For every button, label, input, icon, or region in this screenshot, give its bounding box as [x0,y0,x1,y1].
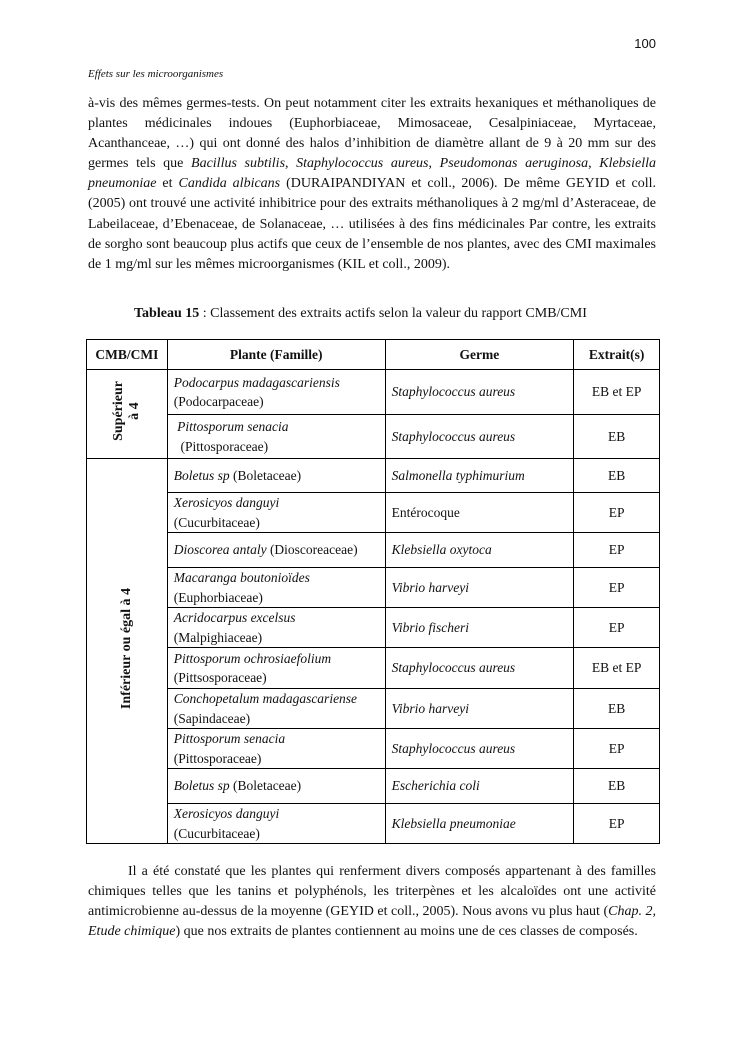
plant-family: (Cucurbitaceae) [173,825,260,841]
plant-name: Macaranga boutonioïdes [173,570,310,585]
germ-cell [385,608,574,648]
extract-cell: EP [574,533,660,568]
extract-cell: EB [574,459,660,493]
table-row [87,459,660,493]
intro-paragraph [88,94,656,275]
plant-family-cell [167,608,385,648]
germ-name: Staphylococcus aureus [391,660,516,676]
plant-family-cell [167,648,385,689]
results-table [86,339,660,844]
plant-family: (Pittsosporaceae) [173,670,267,685]
table-row [87,493,660,533]
plant-name: Dioscorea antaly [173,542,267,558]
germ-cell [385,370,574,415]
germ-cell [385,648,574,689]
germ-name: Vibrio harveyi [391,700,469,716]
plant-family: (Podocarpaceae) [173,394,264,409]
plant-family: (Euphorbiaceae) [173,589,263,605]
italic-text-run: Staphylococcus aureus [296,156,429,172]
table-row [87,689,660,729]
germ-name: Vibrio fischeri [391,619,469,635]
plant-family-cell [167,689,385,729]
text-run: ) que nos extraits de plantes contiennent au moins une de ces classes de composés. [175,924,638,940]
germ-name: Salmonella typhimurium [391,467,525,483]
germ-cell [385,568,574,608]
plant-family: (Pittosporaceae) [173,750,262,766]
plant-name: Boletus sp [173,467,230,483]
table-caption [134,306,587,322]
germ-cell [385,493,574,533]
header-germ: Germe [385,340,574,370]
germ-cell [385,459,574,493]
plant-family-cell [167,415,385,459]
table-caption-text: : Classement des extraits actifs selon la valeur du rapport CMB/CMI [199,306,587,321]
germ-cell [385,804,574,844]
plant-family: (Boletaceae) [229,778,302,794]
cmb-cmi-group-label: Inférieur ou égal à 4 [118,587,134,709]
plant-family-cell [167,769,385,804]
plant-family-cell [167,370,385,415]
header-extracts: Extrait(s) [574,340,660,370]
table-row [87,533,660,568]
germ-cell [385,769,574,804]
extract-cell: EB et EP [574,648,660,689]
italic-text-run: Pseudomonas aeruginosa [439,156,589,172]
extract-cell: EB [574,689,660,729]
closing-paragraph [88,862,656,942]
plant-name: Pittosporum senacia [173,731,286,746]
italic-text-run: Candida albicans [178,176,281,192]
plant-family: (Sapindaceae) [173,710,251,726]
table-row [87,568,660,608]
extract-cell: EP [574,608,660,648]
germ-name: Klebsiella pneumoniae [391,815,516,831]
plant-family: (Boletaceae) [229,467,302,483]
plant-name: Pittosporum ochrosiaefolium [173,650,332,666]
table-row [87,804,660,844]
extract-cell: EB et EP [574,370,660,415]
plant-name: Xerosicyos danguyi [173,495,280,510]
plant-name: Boletus sp [173,778,230,794]
plant-name: Podocarpus madagascariensis [173,374,340,390]
cmb-cmi-group-label: Supérieur à 4 [110,381,142,442]
plant-family: (Malpighiaceae) [173,629,263,645]
extract-cell: EP [574,568,660,608]
plant-family: (Dioscoreaceae) [266,542,358,558]
text-run: , [285,156,297,172]
page-number: 100 [634,36,656,51]
plant-family: (Pittosporaceae) [173,438,269,454]
running-head: Effets sur les microorganismes [88,68,224,80]
text-run: et [156,176,179,192]
germ-name: Klebsiella oxytoca [391,542,492,558]
extract-cell: EB [574,769,660,804]
table-body [87,370,660,844]
germ-cell [385,729,574,769]
table-header-row [87,340,660,370]
table-row [87,370,660,415]
plant-family-cell [167,533,385,568]
table-row [87,648,660,689]
extract-cell: EP [574,804,660,844]
table-row [87,608,660,648]
germ-cell [385,533,574,568]
plant-name: Conchopetalum madagascariense [173,691,358,706]
plant-family-cell [167,493,385,533]
text-run: à-vis des mêmes germes-tests. On peut notamment citer les extraits hexaniques et méthanoliques de plantes médicinales indoues (Euphorbiaceae, Mimosaceae, Cesalpiniaceae, Myrtaceae, Acanthanceae, …) qui ont donné des halos d’inhibition de diamètre allant de 9 à 20 mm sur des germes tels que [88,96,656,172]
italic-text-run: Chap. 2, Etude chimique [88,904,657,940]
plant-family-cell [167,459,385,493]
table-caption-label: Tableau 15 [134,306,200,321]
extract-cell: EP [574,729,660,769]
germ-name: Staphylococcus aureus [391,740,516,756]
table-row [87,729,660,769]
text-run: , [588,156,600,172]
cmb-cmi-group-cell [87,370,168,459]
germ-name: Vibrio harveyi [391,579,469,595]
plant-family: (Cucurbitaceae) [173,514,260,530]
plant-family-cell [167,729,385,769]
plant-family-cell [167,804,385,844]
italic-text-run: Bacillus subtilis [191,156,286,172]
extract-cell: EP [574,493,660,533]
italic-text-run: Klebsiella pneumoniae [88,156,657,192]
germ-name: Escherichia coli [391,778,480,794]
table-row [87,415,660,459]
germ-name: Staphylococcus aureus [391,428,516,444]
text-run: (DURAIPANDIYAN et coll., 2006). De même GEYID et coll. (2005) ont trouvé une activité inhibitrice pour des extraits méthanoliques à 2 mg/ml d’Asteraceae, de Labeilaceae, d’Ebenaceae, de Solanaceae, … utilisées à des fins médicinales Par contre, les extraits de sorgho sont beaucoup plus actifs que ceux de l’ensemble de nos plantes, avec des CMI maximales de 1 mg/ml sur les mêmes microorganismes (KIL et coll., 2009). [88,176,657,272]
germ-cell [385,415,574,459]
header-plant-family: Plante (Famille) [167,340,385,370]
table-row [87,769,660,804]
text-run: , [428,156,440,172]
plant-name: Pittosporum senacia [173,419,289,434]
plant-family-cell [167,568,385,608]
cmb-cmi-group-cell [87,459,168,844]
germ-cell [385,689,574,729]
extract-cell: EB [574,415,660,459]
header-cmb-cmi: CMB/CMI [87,340,168,370]
plant-name: Xerosicyos danguyi [173,806,280,821]
text-run: Il a été constaté que les plantes qui renferment divers composés appartenant à des familles chimiques telles que les tanins et polyphénols, les triterpènes et les alcaloïdes ont une activité antimicrobienne au-dessus de la moyenne (GEYID et coll., 2005). Nous avons vu plus haut ( [88,864,656,920]
germ-name: Staphylococcus aureus [391,384,516,400]
germ-name: Entérocoque [391,504,460,520]
plant-name: Acridocarpus excelsus [173,610,296,625]
